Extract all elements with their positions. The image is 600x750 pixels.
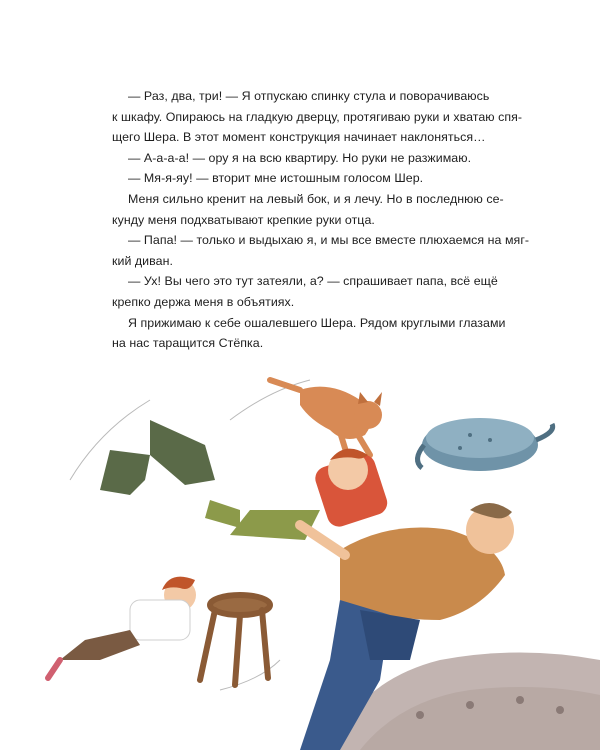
green-boots — [100, 420, 237, 495]
boy-with-stool — [48, 577, 270, 685]
text-line: кий диван. — [112, 253, 173, 268]
text-line: на нас таращится Стёпка. — [112, 336, 264, 351]
text-line: — Раз, два, три! — Я отпускаю спинку стула и поворачиваюсь — [128, 89, 490, 103]
text-line: к шкафу. Опираюсь на гладкую дверцу, протягиваю руки и хватаю спя- — [112, 109, 523, 124]
stool — [200, 595, 270, 685]
text-line: — Мя-я-яу! — вторит мне истошным голосом Шер. — [128, 171, 424, 186]
boy2-pants — [60, 630, 140, 660]
text-line: — Папа! — только и выдыхаю я, и мы все вместе плюхаемся на мяг- — [128, 233, 530, 248]
flying-pot — [417, 418, 552, 471]
text-line: — Ух! Вы чего это тут затеяли, а? — спрашивает папа, всё ещё — [128, 274, 498, 289]
text-line: Я прижимаю к себе ошалевшего Шера. Рядом круглыми глазами — [128, 315, 506, 330]
text-line: щего Шера. В этот момент конструкция начинает наклоняться… — [112, 130, 486, 145]
falling-family-illustration — [0, 360, 600, 750]
text-line: крепко держа меня в объятиях. — [112, 294, 295, 309]
story-text — [112, 86, 530, 354]
text-line: — А-а-а-а! — ору я на всю квартиру. Но руки не разжимаю. — [128, 150, 472, 165]
text-line: Меня сильно кренит на левый бок, и я лечу. Но в последнюю се- — [128, 191, 504, 206]
flying-cat — [270, 380, 382, 458]
text-line: кунду меня подхватывают крепкие руки отца. — [112, 212, 375, 227]
